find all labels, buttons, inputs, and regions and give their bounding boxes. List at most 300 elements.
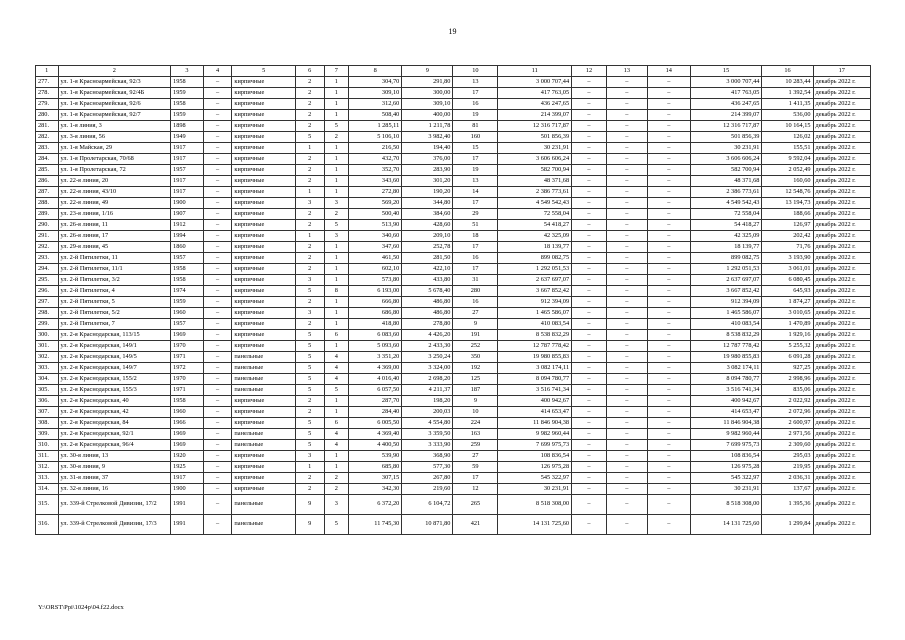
- table-cell: декабрь 2022 г.: [813, 253, 870, 264]
- table-cell: 501 856,39: [690, 132, 762, 143]
- table-cell: 1: [324, 319, 349, 330]
- table-cell: 17: [453, 154, 498, 165]
- table-cell: –: [203, 462, 232, 473]
- table-cell: 54 418,27: [498, 220, 572, 231]
- table-cell: ул. 2-й Пятилетки, 3/2: [58, 275, 171, 286]
- table-cell: –: [606, 99, 647, 110]
- table-cell: 5: [295, 418, 324, 429]
- table-cell: 214 399,07: [498, 110, 572, 121]
- table-cell: 291,80: [402, 77, 453, 88]
- table-cell: 5 093,60: [349, 341, 402, 352]
- table-cell: –: [203, 385, 232, 396]
- table-cell: 1 929,16: [762, 330, 813, 341]
- table-cell: 51: [453, 220, 498, 231]
- table-cell: 10: [453, 407, 498, 418]
- table-row: [36, 209, 871, 220]
- table-cell: –: [203, 209, 232, 220]
- table-cell: –: [606, 462, 647, 473]
- table-cell: –: [647, 363, 690, 374]
- table-cell: 428,60: [402, 220, 453, 231]
- table-cell: 4: [324, 429, 349, 440]
- table-cell: 126,02: [762, 132, 813, 143]
- table-cell: 2 309,60: [762, 440, 813, 451]
- table-cell: 4 554,80: [402, 418, 453, 429]
- table-row: [36, 407, 871, 418]
- table-cell: ул. 1-я Майская, 29: [58, 143, 171, 154]
- table-cell: ул. 1-я Красноармейская, 92/6: [58, 99, 171, 110]
- table-cell: –: [203, 341, 232, 352]
- table-cell: 4 016,40: [349, 374, 402, 385]
- table-cell: –: [606, 209, 647, 220]
- table-cell: 108 836,54: [690, 451, 762, 462]
- table-cell: –: [572, 484, 607, 495]
- table-cell: кирпичные: [232, 110, 295, 121]
- table-cell: 2: [324, 473, 349, 484]
- table-cell: 1917: [171, 176, 204, 187]
- table-cell: 2: [295, 242, 324, 253]
- table-cell: –: [606, 495, 647, 515]
- table-cell: –: [647, 220, 690, 231]
- table-cell: декабрь 2022 г.: [813, 429, 870, 440]
- table-cell: 1991: [171, 495, 204, 515]
- table-cell: 461,50: [349, 253, 402, 264]
- table-cell: 6 080,45: [762, 275, 813, 286]
- table-cell: 4 211,37: [402, 385, 453, 396]
- table-cell: 19 980 855,83: [690, 352, 762, 363]
- column-header: 14: [647, 66, 690, 77]
- table-cell: –: [572, 473, 607, 484]
- table-cell: 209,10: [402, 231, 453, 242]
- table-cell: –: [647, 143, 690, 154]
- table-cell: –: [647, 77, 690, 88]
- table-cell: 1970: [171, 341, 204, 352]
- table-cell: декабрь 2022 г.: [813, 176, 870, 187]
- table-cell: 282.: [36, 132, 59, 143]
- table-cell: декабрь 2022 г.: [813, 154, 870, 165]
- table-cell: кирпичные: [232, 319, 295, 330]
- table-row: [36, 515, 871, 535]
- column-header: 10: [453, 66, 498, 77]
- table-cell: 137,67: [762, 484, 813, 495]
- table-cell: панельные: [232, 429, 295, 440]
- table-cell: кирпичные: [232, 330, 295, 341]
- table-cell: 1969: [171, 330, 204, 341]
- table-cell: 2: [295, 165, 324, 176]
- table-cell: 1958: [171, 275, 204, 286]
- table-cell: –: [606, 176, 647, 187]
- table-cell: декабрь 2022 г.: [813, 319, 870, 330]
- table-cell: 400 942,67: [690, 396, 762, 407]
- table-cell: 287.: [36, 187, 59, 198]
- table-cell: 312.: [36, 462, 59, 473]
- table-cell: 1 470,89: [762, 319, 813, 330]
- table-cell: –: [572, 385, 607, 396]
- table-cell: 1960: [171, 308, 204, 319]
- table-cell: 252: [453, 341, 498, 352]
- table-cell: –: [572, 515, 607, 535]
- table-row: [36, 363, 871, 374]
- table-cell: 4: [324, 440, 349, 451]
- table-cell: декабрь 2022 г.: [813, 297, 870, 308]
- table-cell: ул. 30-я линия, 13: [58, 451, 171, 462]
- table-row: [36, 352, 871, 363]
- table-cell: 3 061,01: [762, 264, 813, 275]
- table-cell: 1960: [171, 407, 204, 418]
- table-cell: –: [572, 286, 607, 297]
- table-cell: 2: [295, 176, 324, 187]
- table-cell: кирпичные: [232, 396, 295, 407]
- table-cell: декабрь 2022 г.: [813, 99, 870, 110]
- table-cell: 1 395,36: [762, 495, 813, 515]
- table-cell: 1957: [171, 253, 204, 264]
- table-cell: 160: [453, 132, 498, 143]
- table-cell: декабрь 2022 г.: [813, 385, 870, 396]
- table-cell: кирпичные: [232, 154, 295, 165]
- table-cell: –: [572, 297, 607, 308]
- table-cell: –: [606, 154, 647, 165]
- table-cell: –: [606, 396, 647, 407]
- table-cell: 513,90: [349, 220, 402, 231]
- table-cell: 1958: [171, 396, 204, 407]
- table-cell: 18 139,77: [690, 242, 762, 253]
- table-cell: 8 518 308,00: [498, 495, 572, 515]
- table-cell: –: [203, 451, 232, 462]
- table-cell: 2 386 773,61: [498, 187, 572, 198]
- table-cell: –: [572, 407, 607, 418]
- table-cell: –: [606, 515, 647, 535]
- table-cell: декабрь 2022 г.: [813, 396, 870, 407]
- table-cell: 297.: [36, 297, 59, 308]
- table-cell: 2 052,49: [762, 165, 813, 176]
- table-cell: 3 010,65: [762, 308, 813, 319]
- table-cell: –: [606, 121, 647, 132]
- table-cell: 1917: [171, 154, 204, 165]
- table-cell: декабрь 2022 г.: [813, 242, 870, 253]
- table-cell: 1972: [171, 363, 204, 374]
- table-cell: декабрь 2022 г.: [813, 418, 870, 429]
- table-cell: 9 592,04: [762, 154, 813, 165]
- table-cell: –: [606, 418, 647, 429]
- table-cell: 12 316 717,87: [690, 121, 762, 132]
- table-cell: 912 394,09: [690, 297, 762, 308]
- table-cell: кирпичные: [232, 275, 295, 286]
- table-cell: 1: [324, 99, 349, 110]
- table-cell: декабрь 2022 г.: [813, 220, 870, 231]
- table-cell: декабрь 2022 г.: [813, 121, 870, 132]
- table-cell: ул. 22-я линия, 49: [58, 198, 171, 209]
- table-cell: 198,20: [402, 396, 453, 407]
- table-cell: –: [572, 143, 607, 154]
- table-cell: –: [647, 121, 690, 132]
- table-cell: –: [606, 297, 647, 308]
- table-cell: 1917: [171, 473, 204, 484]
- table-row: [36, 77, 871, 88]
- table-cell: 4: [324, 374, 349, 385]
- table-cell: 347,60: [349, 242, 402, 253]
- table-cell: 2: [295, 110, 324, 121]
- table-cell: ул. 23-я линия, 1/16: [58, 209, 171, 220]
- table-cell: –: [606, 286, 647, 297]
- table-cell: –: [203, 242, 232, 253]
- table-cell: –: [572, 165, 607, 176]
- table-cell: 417 763,05: [498, 88, 572, 99]
- table-cell: декабрь 2022 г.: [813, 286, 870, 297]
- table-row: [36, 143, 871, 154]
- table-cell: декабрь 2022 г.: [813, 77, 870, 88]
- table-cell: 3 667 852,42: [498, 286, 572, 297]
- table-cell: 3 351,20: [349, 352, 402, 363]
- table-cell: 6: [324, 418, 349, 429]
- table-cell: 18 139,77: [498, 242, 572, 253]
- table-cell: 1: [295, 143, 324, 154]
- table-cell: 15: [453, 143, 498, 154]
- table-cell: 16: [453, 297, 498, 308]
- table-cell: 2: [295, 220, 324, 231]
- table-cell: 3: [295, 308, 324, 319]
- table-cell: 1974: [171, 286, 204, 297]
- table-cell: –: [203, 165, 232, 176]
- column-header: 3: [171, 66, 204, 77]
- table-cell: –: [647, 484, 690, 495]
- table-cell: –: [572, 363, 607, 374]
- table-cell: 16: [453, 99, 498, 110]
- table-cell: 1 874,27: [762, 297, 813, 308]
- table-cell: –: [203, 264, 232, 275]
- table-cell: 2 698,20: [402, 374, 453, 385]
- table-cell: кирпичные: [232, 143, 295, 154]
- table-row: [36, 176, 871, 187]
- table-cell: 9: [295, 495, 324, 515]
- table-cell: 5: [324, 121, 349, 132]
- table-cell: 1: [324, 308, 349, 319]
- table-row: [36, 429, 871, 440]
- table-cell: 19: [453, 110, 498, 121]
- table-cell: 1 285,11: [349, 121, 402, 132]
- table-cell: 191: [453, 330, 498, 341]
- table-cell: 2: [295, 484, 324, 495]
- table-cell: –: [203, 176, 232, 187]
- table-cell: 295.: [36, 275, 59, 286]
- table-cell: –: [572, 99, 607, 110]
- table-cell: 2 637 697,07: [498, 275, 572, 286]
- table-cell: 5: [295, 341, 324, 352]
- table-cell: –: [572, 451, 607, 462]
- table-cell: –: [572, 209, 607, 220]
- table-cell: 1: [324, 143, 349, 154]
- table-cell: 1: [324, 187, 349, 198]
- table-cell: –: [572, 231, 607, 242]
- table-cell: –: [606, 132, 647, 143]
- table-cell: –: [203, 121, 232, 132]
- table-cell: –: [647, 286, 690, 297]
- table-cell: –: [606, 473, 647, 484]
- table-cell: –: [647, 418, 690, 429]
- table-cell: –: [572, 121, 607, 132]
- table-cell: 309,10: [402, 99, 453, 110]
- table-cell: 577,30: [402, 462, 453, 473]
- table-cell: кирпичные: [232, 297, 295, 308]
- table-cell: 1: [324, 88, 349, 99]
- table-cell: декабрь 2022 г.: [813, 407, 870, 418]
- table-cell: –: [647, 154, 690, 165]
- table-cell: 1971: [171, 385, 204, 396]
- table-cell: кирпичные: [232, 308, 295, 319]
- table-cell: панельные: [232, 440, 295, 451]
- table-cell: декабрь 2022 г.: [813, 209, 870, 220]
- table-cell: 219,95: [762, 462, 813, 473]
- table-cell: 59: [453, 462, 498, 473]
- table-cell: 10 164,15: [762, 121, 813, 132]
- table-cell: декабрь 2022 г.: [813, 495, 870, 515]
- table-cell: –: [203, 495, 232, 515]
- table-cell: ул. 2-й Пятилетки, 4: [58, 286, 171, 297]
- table-row: [36, 385, 871, 396]
- column-header: 7: [324, 66, 349, 77]
- table-cell: 12 548,76: [762, 187, 813, 198]
- table-cell: 11 846 904,38: [498, 418, 572, 429]
- table-cell: 291.: [36, 231, 59, 242]
- table-cell: 8 538 832,29: [690, 330, 762, 341]
- table-cell: 582 700,94: [690, 165, 762, 176]
- table-cell: 3: [295, 275, 324, 286]
- table-cell: –: [572, 374, 607, 385]
- table-cell: 312,60: [349, 99, 402, 110]
- table-cell: 2: [295, 264, 324, 275]
- table-cell: 414 653,47: [498, 407, 572, 418]
- table-cell: 309.: [36, 429, 59, 440]
- table-cell: 9: [295, 515, 324, 535]
- table-cell: декабрь 2022 г.: [813, 363, 870, 374]
- table-cell: 280: [453, 286, 498, 297]
- column-header: 16: [762, 66, 813, 77]
- table-cell: –: [647, 515, 690, 535]
- table-cell: 17: [453, 88, 498, 99]
- table-cell: 1 292 051,53: [690, 264, 762, 275]
- table-cell: декабрь 2022 г.: [813, 352, 870, 363]
- table-cell: –: [203, 187, 232, 198]
- table-cell: 340,60: [349, 231, 402, 242]
- table-cell: 1: [324, 297, 349, 308]
- table-cell: 160,60: [762, 176, 813, 187]
- table-cell: 1959: [171, 88, 204, 99]
- table-cell: декабрь 2022 г.: [813, 275, 870, 286]
- table-row: [36, 242, 871, 253]
- table-cell: 292.: [36, 242, 59, 253]
- table-cell: 3: [295, 451, 324, 462]
- table-cell: 54 418,27: [690, 220, 762, 231]
- table-cell: 272,80: [349, 187, 402, 198]
- table-cell: 1917: [171, 143, 204, 154]
- table-cell: 13 194,73: [762, 198, 813, 209]
- table-cell: –: [647, 352, 690, 363]
- table-cell: ул. 26-я линия, 17: [58, 231, 171, 242]
- table-cell: 190,20: [402, 187, 453, 198]
- table-cell: 368,90: [402, 451, 453, 462]
- table-cell: –: [647, 198, 690, 209]
- table-cell: 216,50: [349, 143, 402, 154]
- table-cell: 293.: [36, 253, 59, 264]
- table-cell: –: [203, 231, 232, 242]
- table-cell: –: [203, 297, 232, 308]
- table-cell: 645,93: [762, 286, 813, 297]
- table-cell: 284,40: [349, 407, 402, 418]
- table-cell: 508,40: [349, 110, 402, 121]
- table-cell: –: [606, 407, 647, 418]
- table-cell: 1900: [171, 198, 204, 209]
- table-cell: –: [572, 132, 607, 143]
- table-cell: 6 091,28: [762, 352, 813, 363]
- column-header: 17: [813, 66, 870, 77]
- table-cell: кирпичные: [232, 198, 295, 209]
- table-cell: декабрь 2022 г.: [813, 308, 870, 319]
- table-cell: 72 558,04: [690, 209, 762, 220]
- table-cell: 281.: [36, 121, 59, 132]
- table-cell: 1: [324, 407, 349, 418]
- column-header: 8: [349, 66, 402, 77]
- table-cell: –: [647, 462, 690, 473]
- table-cell: 350: [453, 352, 498, 363]
- table-cell: 19: [453, 165, 498, 176]
- table-cell: 12: [453, 484, 498, 495]
- table-cell: 2: [295, 473, 324, 484]
- table-cell: 835,06: [762, 385, 813, 396]
- table-cell: декабрь 2022 г.: [813, 473, 870, 484]
- table-cell: 299.: [36, 319, 59, 330]
- table-row: [36, 418, 871, 429]
- table-cell: 1: [324, 77, 349, 88]
- table-cell: 418,80: [349, 319, 402, 330]
- table-cell: панельные: [232, 352, 295, 363]
- table-cell: 278.: [36, 88, 59, 99]
- table-cell: 433,80: [402, 275, 453, 286]
- table-row: [36, 396, 871, 407]
- table-cell: –: [572, 187, 607, 198]
- table-cell: 2: [295, 253, 324, 264]
- table-cell: 1994: [171, 231, 204, 242]
- table-cell: 1: [324, 110, 349, 121]
- table-cell: 4 549 542,43: [498, 198, 572, 209]
- table-cell: ул. 2-я Краснодарская, 149/5: [58, 352, 171, 363]
- table-cell: 30 231,91: [690, 484, 762, 495]
- table-cell: 6 104,72: [402, 495, 453, 515]
- table-cell: –: [203, 407, 232, 418]
- table-cell: 192: [453, 363, 498, 374]
- table-cell: 17: [453, 473, 498, 484]
- table-cell: ул. 22-я линия, 20: [58, 176, 171, 187]
- table-row: [36, 110, 871, 121]
- table-cell: 2: [295, 154, 324, 165]
- table-cell: 2: [295, 99, 324, 110]
- table-cell: 539,90: [349, 451, 402, 462]
- table-cell: декабрь 2022 г.: [813, 374, 870, 385]
- column-header: 9: [402, 66, 453, 77]
- table-cell: 307.: [36, 407, 59, 418]
- table-cell: 500,40: [349, 209, 402, 220]
- table-cell: 311.: [36, 451, 59, 462]
- table-cell: 304,70: [349, 77, 402, 88]
- table-cell: 252,78: [402, 242, 453, 253]
- table-row: [36, 484, 871, 495]
- table-cell: 1: [324, 462, 349, 473]
- table-cell: ул. 26-я линия, 11: [58, 220, 171, 231]
- table-cell: 602,10: [349, 264, 402, 275]
- table-cell: 1957: [171, 165, 204, 176]
- table-cell: 10 283,44: [762, 77, 813, 88]
- table-cell: 3 000 707,44: [498, 77, 572, 88]
- table-cell: 899 082,75: [690, 253, 762, 264]
- table-cell: 3 333,90: [402, 440, 453, 451]
- table-cell: 3 082 174,11: [690, 363, 762, 374]
